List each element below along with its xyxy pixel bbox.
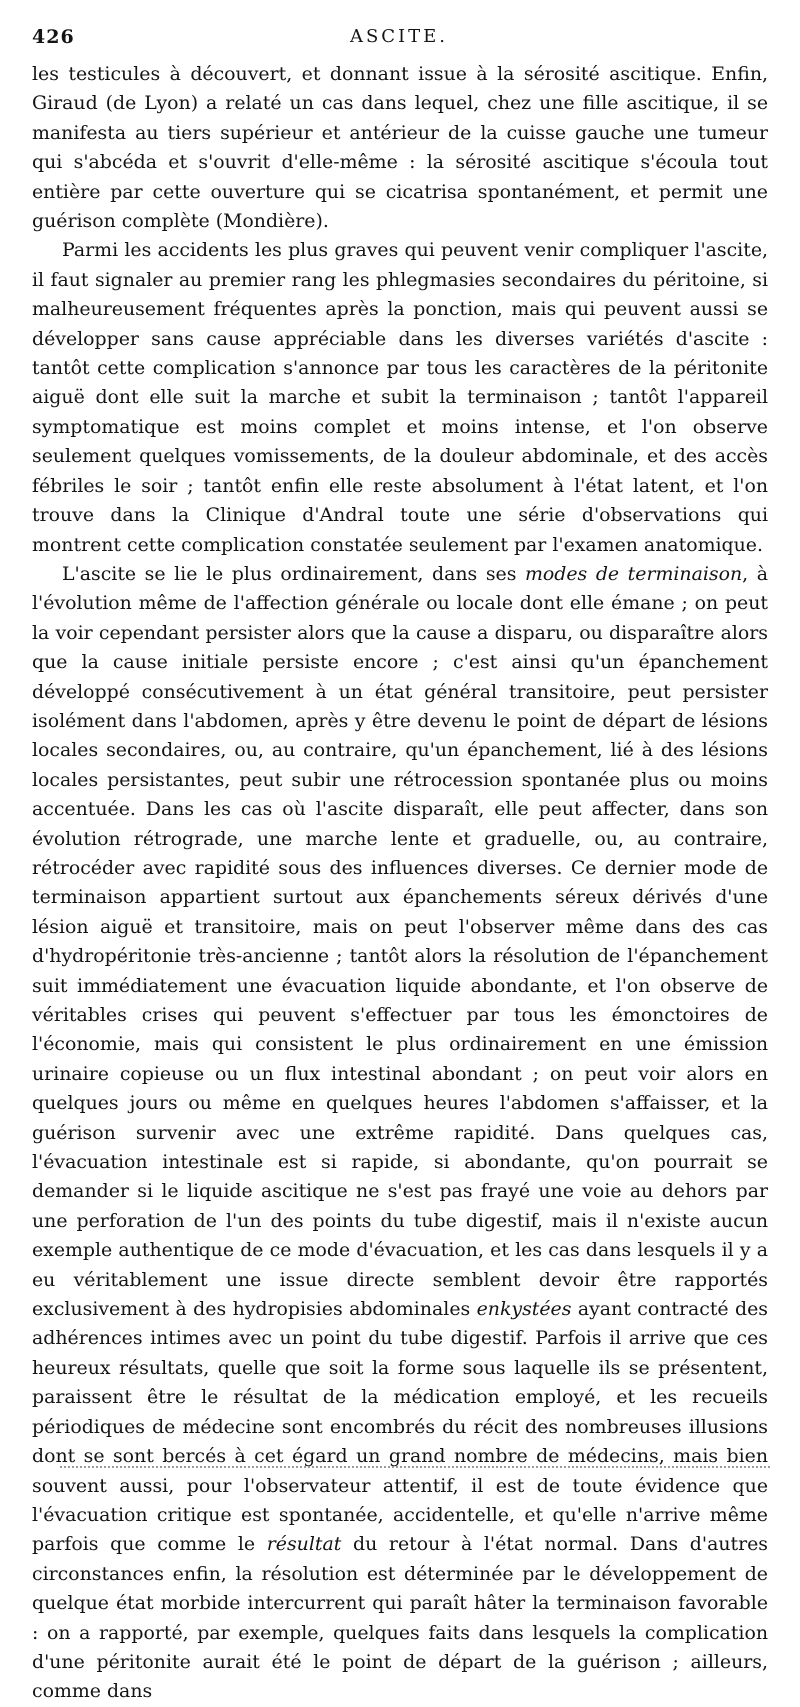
text-run: L'ascite se lie le plus ordinairement, dans ses [62, 562, 525, 585]
page-header [32, 26, 766, 56]
italic-text-run: enkystées [476, 1298, 572, 1321]
paragraph [32, 560, 768, 1707]
text-run: , à l'évolution même de l'affection générale ou locale dont elle émane ; on peut la voir cependant persister alors que la cause a disparu, ou disparaître alors que la cause initiale persiste encore ; c'est ainsi qu'un épanchement développé consécutivement à un état général transitoire, peut persister isolément dans l'abdomen, après y être devenu le point de départ de lésions locales secondaires, ou, au contraire, qu'un épanchement, lié à des lésions locales persistantes, peut subir une rétrocession spontanée plus ou moins accentuée. Dans les cas où l'ascite disparaît, elle peut affecter, dans son évolution rétrograde, une marche lente et graduelle, ou, au contraire, rétrocéder avec rapidité sous des influences diverses. Ce dernier mode de terminaison appartient surtout aux épanchements séreux dérivés d'une lésion aiguë et transitoire, mais on peut l'observer même dans des cas d'hydropéritonie très-ancienne ; tantôt alors la résolution de l'épanchement suit immédiatement une évacuation liquide abondante, et l'on observe de véritables crises qui peuvent s'effectuer par tous les émonctoires de l'économie, mais qui consistent le plus ordinairement en une émission urinaire copieuse ou un flux intestinal abondant ; on peut voir alors en quelques jours ou même en quelques heures l'abdomen s'affaisser, et la guérison survenir avec une extrême rapidité. Dans quelques cas, l'évacuation intestinale est si rapide, si abondante, qu'on pourrait se demander si le liquide ascitique ne s'est pas frayé une voie au dehors par une perforation de l'un des points du tube digestif, mais il n'existe aucun exemple authentique de ce mode d'évacuation, et les cas dans lesquels il y a eu véritablement une issue directe semblent devoir être rapportés exclusivement à des hydropisies abdominales [32, 562, 768, 1321]
italic-text-run: résultat [266, 1533, 342, 1556]
paragraph [32, 60, 768, 236]
footer-dotted-rule [60, 1466, 770, 1468]
text-run: du retour à l'état normal. Dans d'autres circonstances enfin, la résolution est déterminée par le développement de quelque état morbide intercurrent qui paraît hâter la terminaison favorable : on a rapporté, par exemple, quelques faits dans lesquels la complication d'une péritonite aurait été le point de départ de la guérison ; ailleurs, comme dans [32, 1533, 768, 1703]
text-run: ayant contracté des adhérences intimes avec un point du tube digestif. Parfois il arrive que ces heureux résultats, quelle que soit la forme sous laquelle ils se présentent, paraissent être le résultat de la médication employé, et les recueils périodiques de médecine sont encombrés du récit des nombreuses illusions dont se sont bercés à cet égard un grand nombre de médecins, mais bien souvent aussi, pour l'observateur attentif, il est de toute évidence que l'évacuation critique est spontanée, accidentelle, et qu'elle n'arrive même parfois que comme le [32, 1298, 768, 1556]
paragraph [32, 236, 768, 559]
running-title: ASCITE. [349, 26, 449, 47]
italic-text-run: modes de terminaison [524, 562, 743, 585]
body-text [32, 60, 768, 1707]
page-number: 426 [32, 26, 75, 48]
text-run: Parmi les accidents les plus graves qui peuvent venir compliquer l'ascite, il faut signaler au premier rang les phlegmasies secondaires du péritoine, si malheureusement fréquentes après la ponction, mais qui peuvent aussi se développer sans cause appréciable dans les diverses variétés d'ascite : tantôt cette complication s'annonce par tous les caractères de la péritonite aiguë dont elle suit la marche et subit la terminaison ; tantôt l'appareil symptomatique est moins complet et moins intense, et l'on observe seulement quelques vomissements, de la douleur abdominale, et des accès fébriles le soir ; tantôt enfin elle reste absolument à l'état latent, et l'on trouve dans la Clinique d'Andral toute une série d'observations qui montrent cette complication constatée seulement par l'examen anatomique. [32, 239, 768, 556]
text-run: les testicules à découvert, et donnant issue à la sérosité ascitique. Enfin, Giraud (de Lyon) a relaté un cas dans lequel, chez une fille ascitique, il se manifesta au tiers supérieur et antérieur de la cuisse gauche une tumeur qui s'abcéda et s'ouvrit d'elle-même : la sérosité ascitique s'écoula tout entière par cette ouverture qui se cicatrisa spontanément, et permit une guérison complète (Mondière). [32, 63, 768, 233]
